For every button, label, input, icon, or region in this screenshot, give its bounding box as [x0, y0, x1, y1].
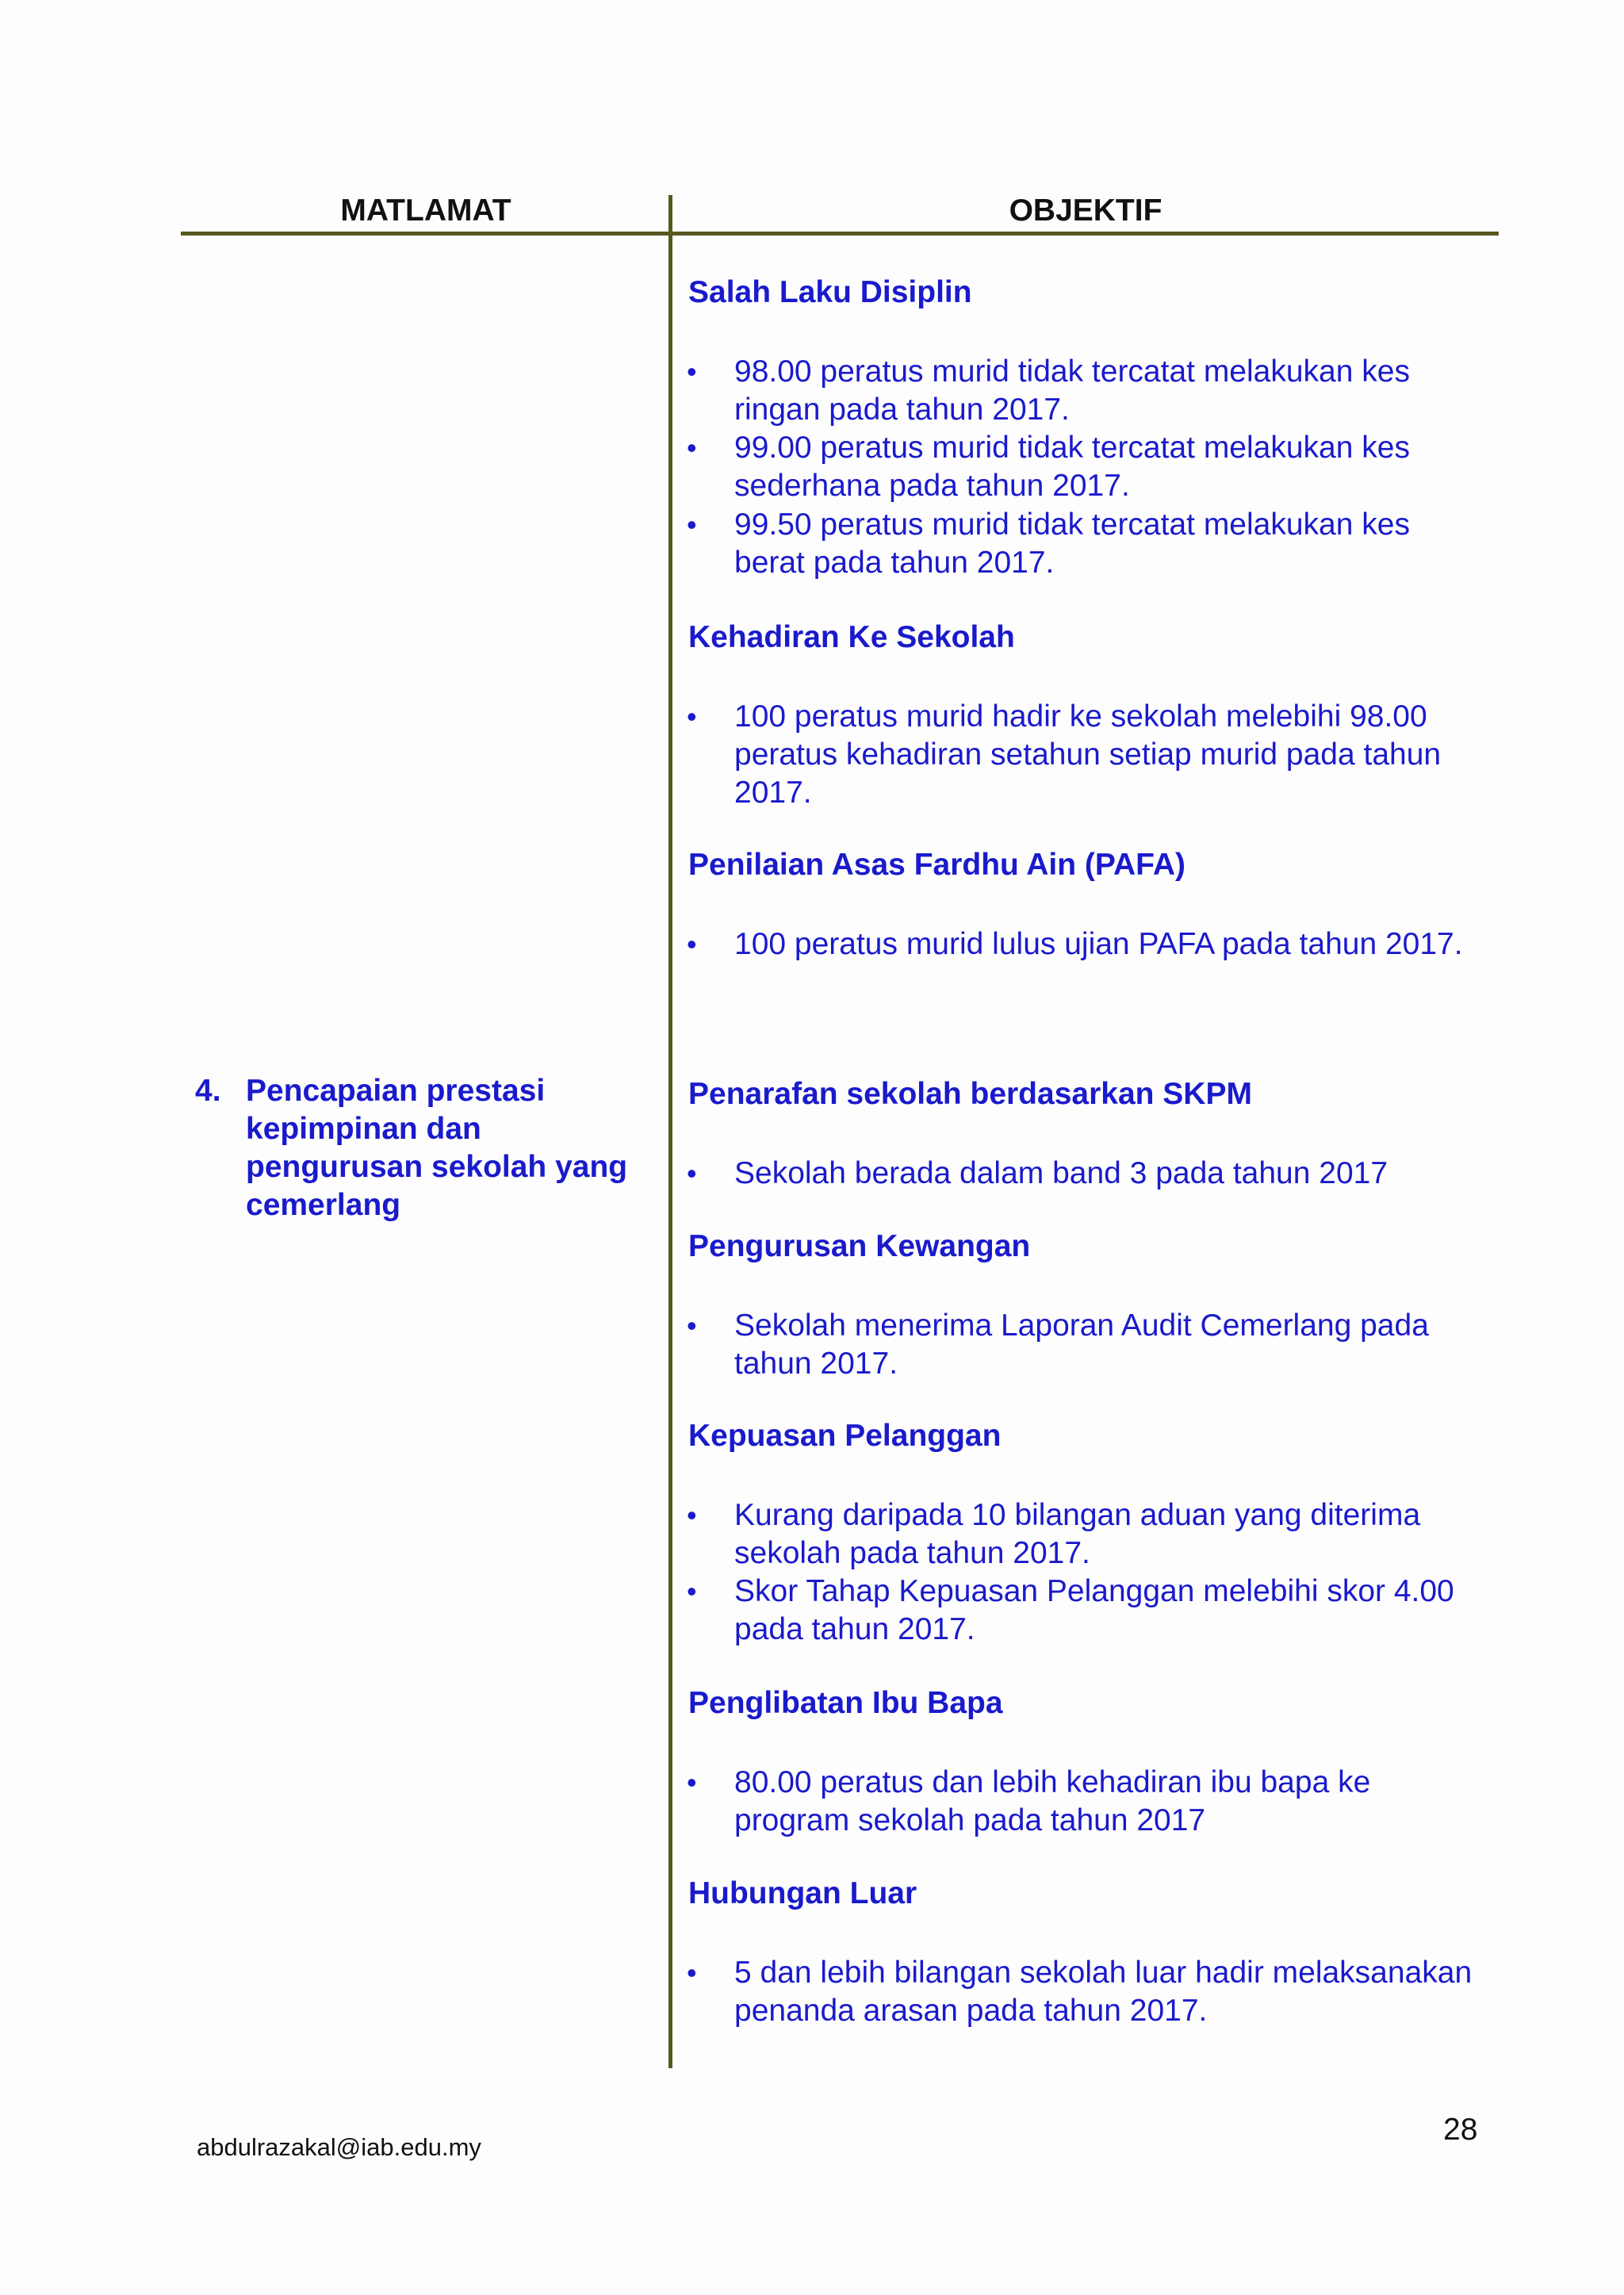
bullet-item	[687, 429, 1488, 505]
header-rule	[181, 232, 1499, 236]
bullet-icon: •	[687, 1766, 697, 1799]
bullet-icon: •	[687, 928, 697, 960]
bullet-text: 5 dan lebih bilangan sekolah luar hadir melaksanakan penanda arasan pada tahun 2017.	[734, 1956, 1473, 2028]
bullet-text: 99.00 peratus murid tidak tercatat melakukan kes sederhana pada tahun 2017.	[734, 431, 1410, 503]
section-heading: Penilaian Asas Fardhu Ain (PAFA)	[688, 848, 1185, 882]
bullet-item	[687, 1764, 1488, 1840]
bullet-icon: •	[687, 1956, 697, 1989]
bullet-text: 100 peratus murid hadir ke sekolah melebihi 98.00 peratus kehadiran setahun setiap murid pada tahun 2017.	[734, 699, 1442, 810]
bullet-text: 100 peratus murid lulus ujian PAFA pada tahun 2017.	[734, 927, 1463, 961]
table-header-matlamat: MATLAMAT	[340, 193, 511, 228]
bullet-text: Sekolah berada dalam band 3 pada tahun 2017	[734, 1156, 1388, 1190]
bullet-icon: •	[687, 355, 697, 388]
bullet-icon: •	[687, 508, 697, 541]
bullet-text: 98.00 peratus murid tidak tercatat melakukan kes ringan pada tahun 2017.	[734, 354, 1410, 427]
goal-item	[195, 1072, 663, 1224]
bullet-text: 99.50 peratus murid tidak tercatat melakukan kes berat pada tahun 2017.	[734, 508, 1410, 580]
bullet-item	[687, 353, 1488, 429]
bullet-icon: •	[687, 1499, 697, 1531]
table-header-objektif: OBJEKTIF	[1009, 193, 1162, 228]
section-heading: Hubungan Luar	[688, 1876, 917, 1910]
bullet-icon: •	[687, 1575, 697, 1607]
goal-number: 4.	[195, 1074, 221, 1108]
bullet-item	[687, 1954, 1488, 2030]
bullet-text: Skor Tahap Kepuasan Pelanggan melebihi skor 4.00 pada tahun 2017.	[734, 1574, 1454, 1646]
section-heading: Kepuasan Pelanggan	[688, 1419, 1002, 1453]
section-heading: Pengurusan Kewangan	[688, 1229, 1031, 1263]
bullet-item	[687, 925, 1488, 964]
page-number: 28	[1443, 2113, 1478, 2147]
bullet-item	[687, 1573, 1488, 1649]
bullet-text: Sekolah menerima Laporan Audit Cemerlang pada tahun 2017.	[734, 1308, 1429, 1381]
bullet-text: 80.00 peratus dan lebih kehadiran ibu bapa ke program sekolah pada tahun 2017	[734, 1765, 1371, 1837]
goal-text: Pencapaian prestasi kepimpinan dan pengurusan sekolah yang cemerlang	[246, 1074, 628, 1222]
bullet-icon: •	[687, 1309, 697, 1342]
section-heading: Kehadiran Ke Sekolah	[688, 620, 1015, 654]
bullet-item	[687, 506, 1488, 582]
section-heading: Penarafan sekolah berdasarkan SKPM	[688, 1077, 1252, 1111]
section-heading: Penglibatan Ibu Bapa	[688, 1686, 1003, 1720]
bullet-item	[687, 1307, 1488, 1383]
bullet-item	[687, 1155, 1488, 1193]
bullet-item	[687, 698, 1488, 812]
bullet-icon: •	[687, 700, 697, 733]
bullet-text: Kurang daripada 10 bilangan aduan yang diterima sekolah pada tahun 2017.	[734, 1498, 1421, 1570]
column-divider	[668, 195, 672, 2068]
bullet-icon: •	[687, 431, 697, 464]
bullet-icon: •	[687, 1157, 697, 1190]
footer-email: abdulrazakal@iab.edu.my	[197, 2133, 481, 2161]
section-heading: Salah Laku Disiplin	[688, 275, 972, 309]
bullet-item	[687, 1496, 1488, 1573]
